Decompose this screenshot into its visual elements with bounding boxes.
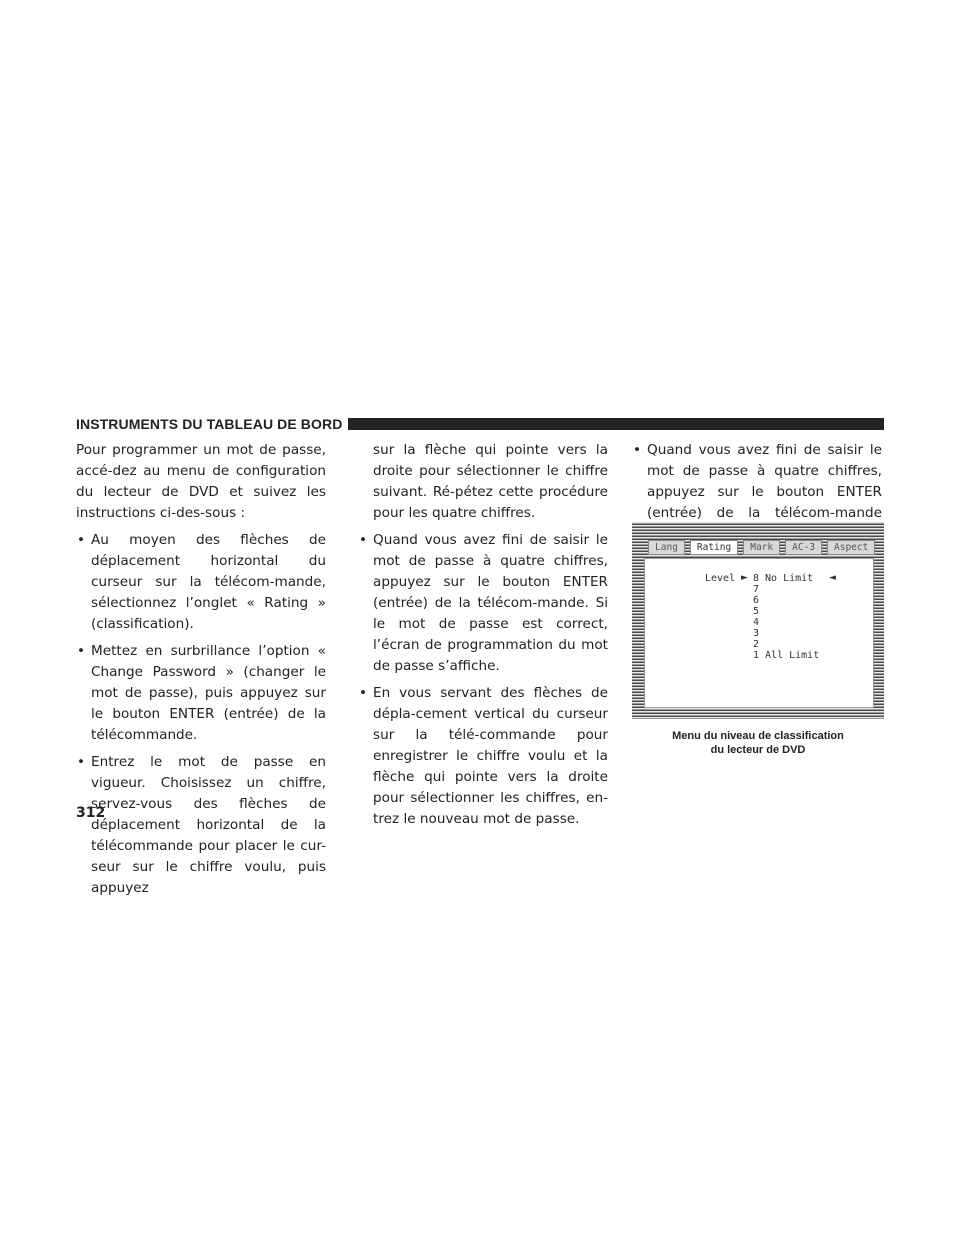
level-item: 8 No Limit	[753, 573, 814, 584]
level-item: 7	[753, 584, 760, 595]
continuation-paragraph: sur la flèche qui pointe vers la droite pour sélectionner le chiffre suivant. Ré-pétez cette procédure pour les quatre chiffres.	[373, 442, 608, 521]
caption-line: du lecteur de DVD	[710, 744, 806, 756]
section-header	[76, 414, 884, 434]
list-item: • Quand vous avez fini de saisir le mot de passe à quatre chiffres, appuyez sur le bouton ENTER (entrée) de la télécom-mande. Si le mot de passe est correct, l’écran de programmation du mot de passe s’affiche.	[358, 530, 608, 677]
level-item: 3	[753, 628, 760, 639]
arrow-right-icon: ►	[741, 573, 748, 583]
intro-paragraph: Pour programmer un mot de passe, accé-dez au menu de configuration du lecteur de DVD et suivez les instructions ci-des-sous :	[76, 442, 326, 521]
list-item: • Quand vous avez fini de saisir le mot de passe à quatre chiffres, appuyez sur le bouton ENTER (entrée) de la télécom-mande	[632, 440, 882, 545]
arrow-left-icon: ◄	[829, 573, 836, 583]
bullet-list-1	[76, 530, 326, 899]
list-item: • En vous servant des flèches de dépla-cement vertical du curseur sur la télé-commande pour enregistrer le chiffre voulu et la flèche qui pointe vers la droite pour sélectionner les chiffres, en-trez le nouveau mot de passe.	[358, 683, 608, 830]
tab-ac3: AC-3	[785, 540, 822, 555]
figure-caption	[632, 729, 884, 757]
list-item: • Mettez en surbrillance l’option « Change Password » (changer le mot de passe), puis appuyez sur le bouton ENTER (entrée) de la télécommande.	[76, 641, 326, 746]
level-item: 4	[753, 617, 760, 628]
column-1	[76, 440, 326, 905]
dvd-rating-menu-figure	[632, 522, 884, 719]
menu-tabs	[648, 540, 875, 555]
level-list	[753, 573, 819, 661]
header-rule	[348, 418, 884, 430]
tab-aspect: Aspect	[827, 540, 875, 555]
level-item: 6	[753, 595, 760, 606]
section-title: INSTRUMENTS DU TABLEAU DE BORD	[76, 416, 343, 432]
tab-lang: Lang	[648, 540, 685, 555]
caption-line: Menu du niveau de classification	[672, 730, 844, 742]
list-item: • Entrez le mot de passe en vigueur. Choisissez un chiffre, servez-vous des flèches de déplacement horizontal de la télécommande pour placer le cur-seur sur le chiffre voulu, puis appuyez	[76, 752, 326, 899]
level-item: 1 All Limit	[753, 650, 820, 661]
level-item: 5	[753, 606, 760, 617]
tab-mark: Mark	[743, 540, 780, 555]
column-2	[358, 440, 608, 836]
level-label: Level	[705, 573, 736, 584]
bullet-list-2	[358, 530, 608, 830]
tab-rating: Rating	[690, 540, 738, 555]
list-item: • Au moyen des flèches de déplacement horizontal du curseur sur la télécom-mande, sélectionnez l’onglet « Rating » (classification).	[76, 530, 326, 635]
menu-panel	[644, 558, 874, 708]
level-item: 2	[753, 639, 760, 650]
page-number: 312	[76, 805, 106, 821]
